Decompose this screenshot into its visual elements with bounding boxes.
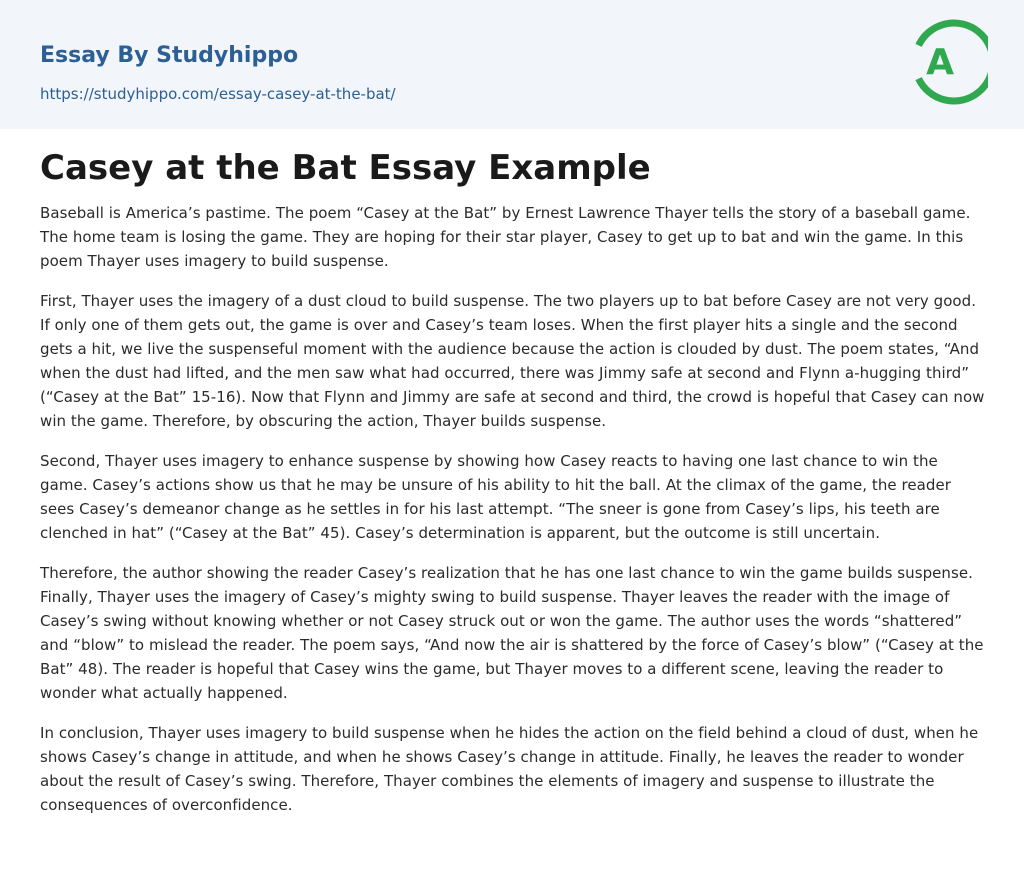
article: [40, 145, 990, 833]
paragraph-1: Baseball is America’s pastime. The poem “Casey at the Bat” by Ernest Lawrence Thayer tells the story of a baseball game. The home team is losing the game. They are hoping for their star player, Casey to get up to bat and win the game. In this poem Thayer uses imagery to build suspense.: [40, 204, 971, 270]
page-header: [0, 0, 1024, 129]
paragraph-2: First, Thayer uses the imagery of a dust cloud to build suspense. The two players up to bat before Casey are not very good. If only one of them gets out, the game is over and Casey’s team loses. When the first player hits a single and the second gets a hit, we live the suspenseful moment with the audience because the action is clouded by dust. The poem states, “And when the dust had lifted, and the men saw what had occurred, there was Jimmy safe at second and Flynn a-hugging third” (“Casey at the Bat” 15-16). Now that Flynn and Jimmy are safe at second and third, the crowd is hopeful that Casey can now win the game. Therefore, by obscuring the action, Thayer builds suspense.: [40, 292, 985, 430]
page-title: Casey at the Bat Essay Example: [40, 148, 651, 188]
paragraph-4: Therefore, the author showing the reader Casey’s realization that he has one last chance to win the game builds suspense. Finally, Thayer uses the imagery of Casey’s mighty swing to build suspense. Thayer leaves the reader with the image of Casey’s swing without knowing whether or not Casey struck out or won the game. The author uses the words “shattered” and “blow” to mislead the reader. The poem says, “And now the air is shattered by the force of Casey’s blow” (“Casey at the Bat” 48). The reader is hopeful that Casey wins the game, but Thayer moves to a different scene, leaving the reader to wonder what actually happened.: [40, 564, 984, 702]
source-url-link[interactable]: https://studyhippo.com/essay-casey-at-the-bat/: [40, 85, 396, 103]
paragraph-3: Second, Thayer uses imagery to enhance suspense by showing how Casey reacts to having one last chance to win the game. Casey’s actions show us that he may be unsure of his ability to hit the ball. At the climax of the game, the reader sees Casey’s demeanor change as he settles in for his last attempt. “The sneer is gone from Casey’s lips, his teeth are clenched in hat” (“Casey at the Bat” 45). Casey’s determination is apparent, but the outcome is still uncertain.: [40, 452, 951, 542]
logo-letter: A: [926, 42, 954, 83]
brand-title[interactable]: Essay By Studyhippo: [40, 43, 299, 68]
paragraph-5: In conclusion, Thayer uses imagery to build suspense when he hides the action on the field behind a cloud of dust, when he shows Casey’s change in attitude, and when he shows Casey’s change in attitude. Finally, he leaves the reader to wonder about the result of Casey’s swing. Therefore, Thayer combines the elements of imagery and suspense to illustrate the consequences of overconfidence.: [40, 724, 979, 814]
studyhippo-logo-icon[interactable]: [912, 18, 988, 106]
